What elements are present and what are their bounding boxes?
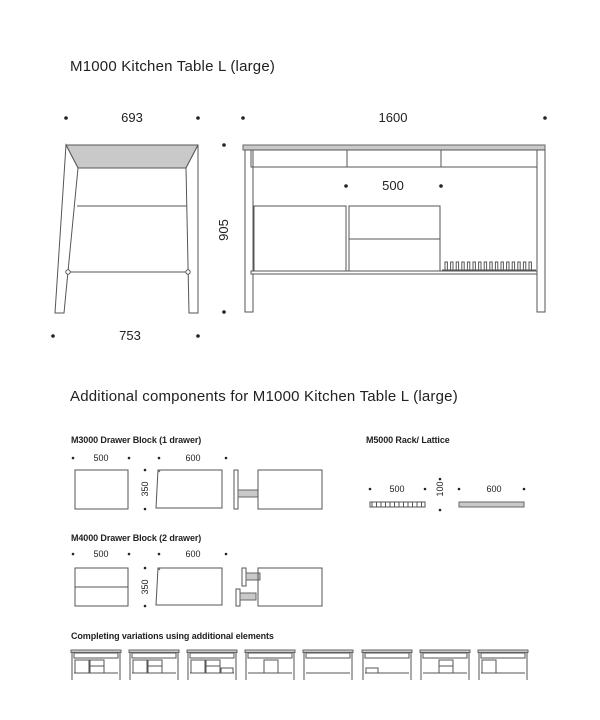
m3000-drawing <box>72 453 322 510</box>
m3000-front <box>75 470 128 509</box>
front-width: 1600 <box>378 110 408 125</box>
m4000-label: M4000 Drawer Block (2 drawer) <box>71 533 202 543</box>
variation-thumb <box>478 650 528 680</box>
page-title: M1000 Kitchen Table L (large) <box>70 58 276 75</box>
m4000-depth: 600 <box>185 549 201 559</box>
front-height: 905 <box>216 219 231 241</box>
m4000-extended <box>258 568 322 606</box>
m5000-height: 100 <box>435 481 445 497</box>
front-view <box>216 110 547 314</box>
drawer-lower <box>349 239 440 271</box>
m3000-depth: 600 <box>185 453 201 463</box>
rack <box>445 262 531 270</box>
variations-row <box>71 650 528 680</box>
m4000-drawing <box>72 549 322 607</box>
side-left-leg <box>55 145 78 313</box>
side-top-width: 693 <box>121 110 143 125</box>
drawer-upper <box>349 206 440 239</box>
front-left-leg <box>245 150 253 312</box>
m3000-extended <box>258 470 322 509</box>
side-bottom-width: 753 <box>119 328 141 343</box>
m3000-width: 500 <box>93 453 109 463</box>
front-inner-width: 500 <box>382 178 404 193</box>
cabinet-left <box>254 206 346 271</box>
variation-thumb <box>245 650 295 680</box>
side-right-leg <box>186 145 198 313</box>
side-top-slab <box>66 145 198 168</box>
front-right-leg <box>537 150 545 312</box>
drawer-row <box>251 150 537 167</box>
front-shelf <box>251 271 537 274</box>
variations-label: Completing variations using additional elements <box>71 631 274 641</box>
m5000-label: M5000 Rack/ Lattice <box>366 435 450 445</box>
m3000-side <box>156 470 222 508</box>
variation-thumb <box>303 650 353 680</box>
side-view <box>51 110 200 343</box>
m3000-height: 350 <box>140 481 150 497</box>
variation-thumb <box>129 650 179 680</box>
m5000-depth: 600 <box>486 484 502 494</box>
components-title: Additional components for M1000 Kitchen Table L (large) <box>70 388 458 405</box>
variation-thumb <box>71 650 121 680</box>
variation-thumb <box>420 650 470 680</box>
m5000-side <box>459 502 524 507</box>
m4000-height: 350 <box>140 579 150 595</box>
m5000-rack <box>370 502 425 507</box>
m5000-drawing <box>369 478 526 512</box>
variation-thumb <box>187 650 237 680</box>
variation-thumb <box>362 650 412 680</box>
m3000-label: M3000 Drawer Block (1 drawer) <box>71 435 202 445</box>
m4000-width: 500 <box>93 549 109 559</box>
m5000-width: 500 <box>389 484 405 494</box>
front-top-slab <box>243 145 545 150</box>
m4000-side <box>156 568 222 605</box>
